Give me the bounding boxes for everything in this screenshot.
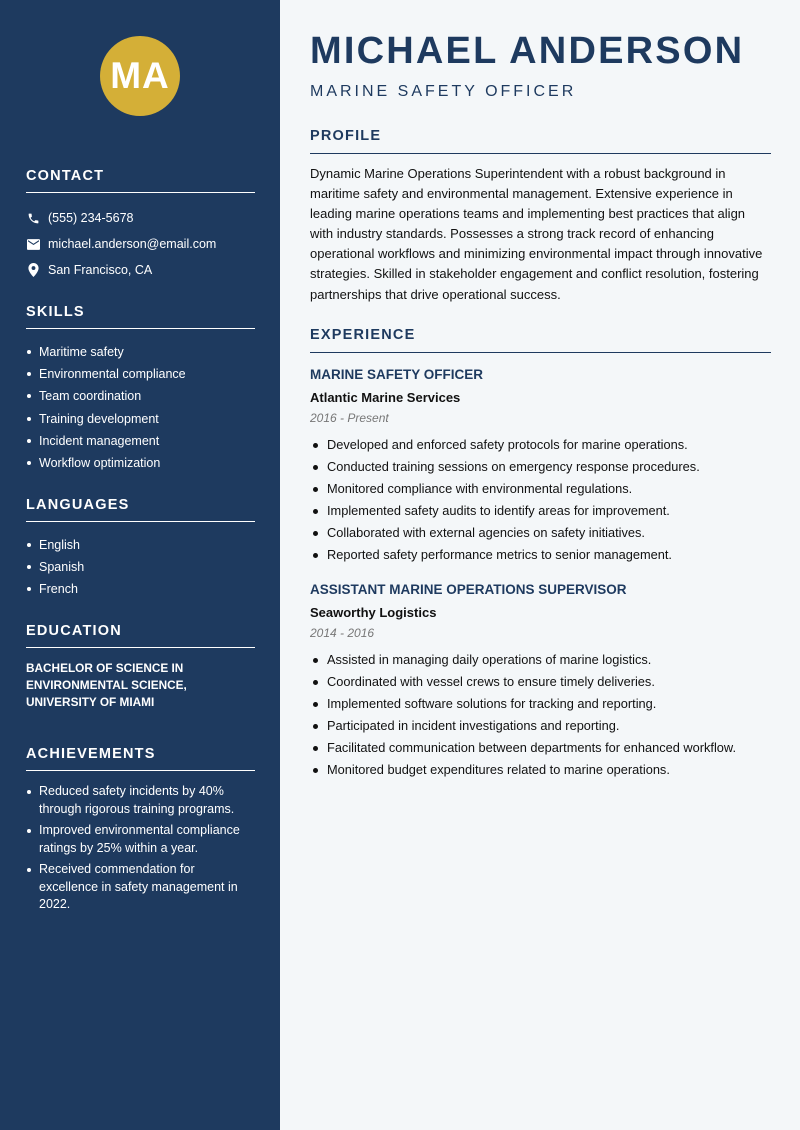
job-bullet: Implemented safety audits to identify areas for improvement. xyxy=(310,500,771,522)
experience-section xyxy=(310,327,771,353)
language-item: English xyxy=(26,534,255,556)
email-text: michael.anderson@email.com xyxy=(48,237,217,251)
job-bullet: Developed and enforced safety protocols for marine operations. xyxy=(310,434,771,456)
job-entry xyxy=(310,366,771,567)
languages-heading: LANGUAGES xyxy=(26,497,255,522)
job-bullet: Facilitated communication between departments for enhanced workflow. xyxy=(310,737,771,759)
education-degree: BACHELOR OF SCIENCE IN ENVIRONMENTAL SCIENCE, UNIVERSITY OF MIAMI xyxy=(26,661,187,709)
education-section xyxy=(26,623,255,711)
skill-item: Workflow optimization xyxy=(26,452,255,474)
location-pin-icon xyxy=(26,263,40,277)
languages-list xyxy=(26,534,255,601)
languages-section xyxy=(26,497,255,601)
skills-heading: SKILLS xyxy=(26,304,255,329)
phone-text: (555) 234-5678 xyxy=(48,211,134,225)
candidate-name: MICHAEL ANDERSON xyxy=(310,30,745,72)
contact-phone xyxy=(26,205,255,231)
job-bullets xyxy=(310,649,771,782)
job-title: MARINE SAFETY OFFICER xyxy=(310,367,484,382)
achievements-section xyxy=(26,746,255,918)
skill-item: Incident management xyxy=(26,430,255,452)
job-bullet: Coordinated with vessel crews to ensure timely deliveries. xyxy=(310,671,771,693)
job-title: ASSISTANT MARINE OPERATIONS SUPERVISOR xyxy=(310,582,627,597)
job-bullets xyxy=(310,434,771,567)
candidate-role: MARINE SAFETY OFFICER xyxy=(310,83,577,100)
mail-icon xyxy=(26,237,40,251)
skill-item: Team coordination xyxy=(26,385,255,407)
contact-heading: CONTACT xyxy=(26,168,255,193)
language-item: Spanish xyxy=(26,556,255,578)
skill-item: Environmental compliance xyxy=(26,363,255,385)
contact-email xyxy=(26,231,255,257)
experience-heading: EXPERIENCE xyxy=(310,327,771,353)
skills-list xyxy=(26,341,255,474)
location-text: San Francisco, CA xyxy=(48,263,153,277)
job-entry xyxy=(310,581,771,782)
job-dates: 2014 - 2016 xyxy=(310,626,375,640)
job-company: Atlantic Marine Services xyxy=(310,390,461,405)
job-bullet: Participated in incident investigations and reporting. xyxy=(310,715,771,737)
achievements-heading: ACHIEVEMENTS xyxy=(26,746,255,771)
achievement-item: Improved environmental compliance ratings by 25% within a year. xyxy=(26,822,255,857)
contact-section xyxy=(26,168,255,283)
achievement-item: Received commendation for excellence in safety management in 2022. xyxy=(26,861,255,914)
job-bullet: Implemented software solutions for tracking and reporting. xyxy=(310,693,771,715)
achievement-item: Reduced safety incidents by 40% through rigorous training programs. xyxy=(26,783,255,818)
job-bullet: Assisted in managing daily operations of marine logistics. xyxy=(310,649,771,671)
phone-icon xyxy=(26,211,40,225)
contact-location xyxy=(26,257,255,283)
skills-section xyxy=(26,304,255,474)
job-company: Seaworthy Logistics xyxy=(310,605,437,620)
job-bullet: Conducted training sessions on emergency response procedures. xyxy=(310,456,771,478)
language-item: French xyxy=(26,578,255,600)
sidebar xyxy=(0,0,280,1130)
profile-heading: PROFILE xyxy=(310,128,771,154)
skill-item: Maritime safety xyxy=(26,341,255,363)
job-bullet: Monitored budget expenditures related to marine operations. xyxy=(310,759,771,781)
job-dates: 2016 - Present xyxy=(310,411,389,425)
skill-item: Training development xyxy=(26,408,255,430)
achievements-list xyxy=(26,783,255,914)
job-bullet: Collaborated with external agencies on safety initiatives. xyxy=(310,522,771,544)
profile-text: Dynamic Marine Operations Superintendent with a robust background in maritime safety and environmental management. Extensive experience in leading marine operations teams and implementing best practices that align with industry standards. Possesses a strong track record of enhancing operational workflows and minimizing environmental impact through innovative strategies. Skilled in stakeholder engagement and conflict resolution, fostering partnerships that drive operational success. xyxy=(310,166,763,302)
job-bullet: Monitored compliance with environmental regulations. xyxy=(310,478,771,500)
avatar-initials: MA xyxy=(100,36,180,116)
education-heading: EDUCATION xyxy=(26,623,255,648)
job-bullet: Reported safety performance metrics to senior management. xyxy=(310,544,771,566)
profile-section xyxy=(310,128,771,305)
